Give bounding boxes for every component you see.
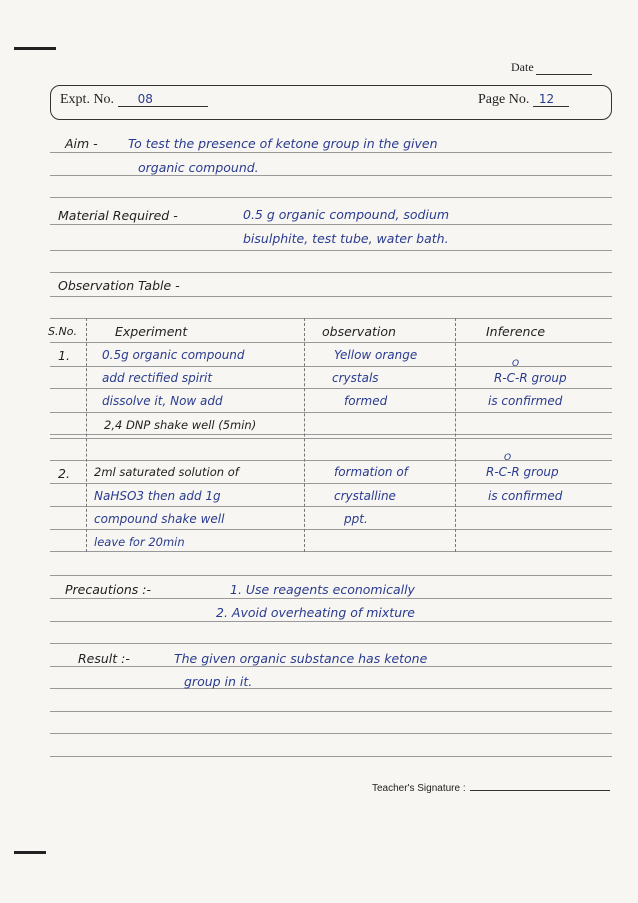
page-no-label: Page No. [478,92,530,107]
row2-inference-formula [486,453,559,479]
row1-obs-3: formed [344,394,388,408]
row2-formula-text: R-C-R group [486,465,559,479]
teacher-signature-field [372,783,610,794]
row2-obs-3: ppt. [344,512,368,526]
aim-line-2: organic compound. [138,160,259,175]
row2-obs-1: formation of [334,465,408,479]
expt-no-field [60,92,208,108]
row2-carbonyl-o: O [504,453,512,463]
teacher-signature-label: Teacher's Signature : [372,783,466,794]
row1-exp-4: 2,4 DNP shake well (5min) [104,418,257,432]
row1-exp-2: add rectified spirit [102,371,213,385]
aim-line-1: To test the presence of ketone group in the given [128,136,438,151]
row2-obs-2: crystalline [334,489,396,503]
result-line-2: group in it. [184,674,253,689]
row1-obs-1: Yellow orange [334,348,418,362]
date-line [536,74,592,75]
result-line-1: The given organic substance has ketone [174,651,428,666]
row1-exp-1: 0.5g organic compound [102,348,245,362]
row1-sno: 1. [58,348,70,363]
th-experiment: Experiment [115,324,188,339]
row1-exp-3: dissolve it, Now add [102,394,223,408]
table-col-divider-1 [86,318,87,552]
aim-label: Aim - [65,136,98,151]
row2-inference-2: is confirmed [488,489,563,503]
row2-exp-3: compound shake well [94,512,225,526]
signature-line [470,790,610,791]
row1-obs-2: crystals [332,371,379,385]
th-observation: observation [322,324,396,339]
date-field [511,60,592,75]
row1-formula-text: R-C-R group [494,371,567,385]
page-no-field [478,92,569,108]
page-no-value: 12 [533,92,569,107]
row2-exp-2: NaHSO3 then add 1g [94,489,221,503]
result-label: Result :- [78,651,130,666]
date-label: Date [511,60,534,74]
row1-carbonyl-o: O [512,359,520,369]
precautions-label: Precautions :- [65,582,151,597]
table-col-divider-3 [455,318,456,552]
table-col-divider-2 [304,318,305,552]
precaution-item-2: 2. Avoid overheating of mixture [216,605,415,620]
row2-sno: 2. [58,466,70,481]
observation-title: Observation Table - [58,278,180,293]
th-inference: Inference [486,324,546,339]
expt-no-value: 08 [118,92,208,107]
material-line-1: 0.5 g organic compound, sodium [243,207,450,222]
expt-no-label: Expt. No. [60,92,115,107]
material-line-2: bisulphite, test tube, water bath. [243,231,449,246]
row2-exp-4: leave for 20min [94,535,185,549]
row1-inference-formula [494,359,567,385]
precaution-item-1: 1. Use reagents economically [230,582,415,597]
material-label: Material Required - [58,208,178,223]
th-sno: S.No. [48,325,77,338]
row2-exp-1: 2ml saturated solution of [94,465,239,479]
top-edge-mark [14,47,56,50]
row1-inference-2: is confirmed [488,394,563,408]
bottom-edge-mark [14,851,46,854]
